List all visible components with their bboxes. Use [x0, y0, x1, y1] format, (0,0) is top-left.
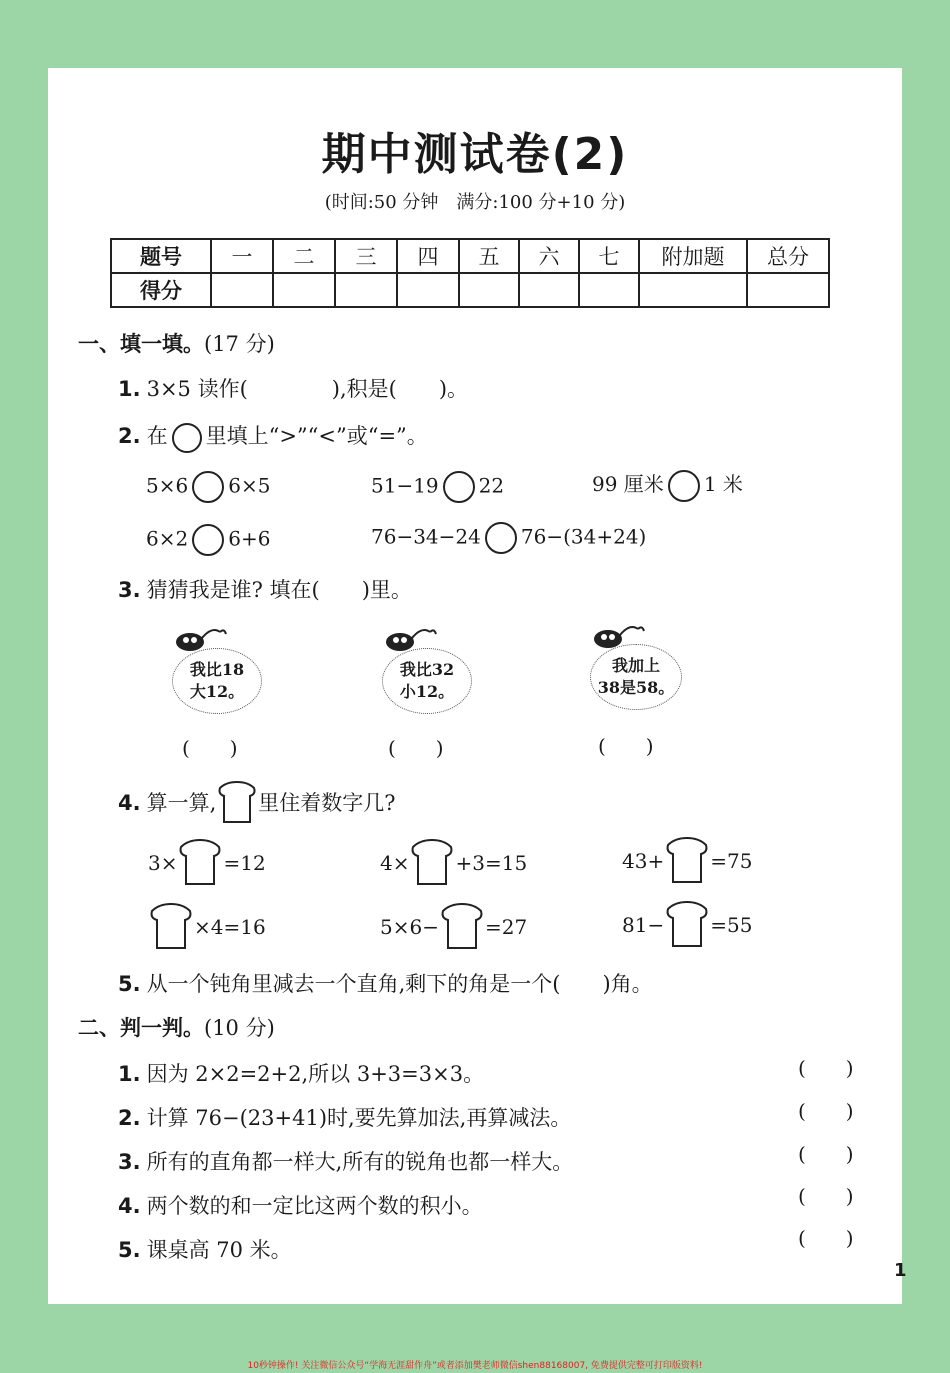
house-expression — [380, 838, 527, 891]
house-expression — [380, 902, 527, 955]
score-cell: 三 — [335, 239, 397, 273]
bubble-line: 38是58。 — [597, 678, 675, 697]
score-input-cell[interactable] — [519, 273, 579, 307]
compare-expression — [146, 524, 270, 556]
question-text: 所有的直角都一样大,所有的锐角也都一样大。 — [146, 1150, 574, 1174]
score-cell: 附加题 — [639, 239, 747, 273]
question-text: 在 — [146, 424, 168, 448]
score-input-cell[interactable] — [335, 273, 397, 307]
answer-circle[interactable] — [485, 522, 517, 554]
question-1-4 — [118, 780, 396, 829]
expr-right: 6+6 — [228, 526, 271, 551]
circle-icon — [172, 423, 202, 453]
score-cell: 一 — [211, 239, 273, 273]
expr-right: =12 — [223, 851, 266, 875]
question-number: 1. — [118, 377, 141, 401]
expr-left: 3× — [148, 851, 178, 875]
score-cell: 总分 — [747, 239, 829, 273]
judge-answer[interactable]: ( ) — [798, 1099, 854, 1123]
question-text: 猜猜我是谁? 填在( )里。 — [146, 578, 412, 602]
score-cell: 题号 — [111, 239, 211, 273]
question-text: 课桌高 70 米。 — [146, 1238, 292, 1262]
exam-paper — [48, 68, 902, 1304]
page-title: 期中测试卷(2) — [321, 129, 629, 180]
score-table-header-row — [111, 239, 829, 273]
question-number: 1. — [118, 1062, 141, 1086]
judge-item — [118, 1102, 571, 1132]
question-number: 3. — [118, 578, 141, 602]
question-number: 4. — [118, 1194, 141, 1218]
compare-expression — [146, 471, 270, 503]
score-cell: 得分 — [111, 273, 211, 307]
house-blank[interactable] — [664, 900, 710, 953]
score-cell: 四 — [397, 239, 459, 273]
house-expression — [148, 902, 266, 955]
score-table-score-row — [111, 273, 829, 307]
answer-circle[interactable] — [443, 471, 475, 503]
answer-circle[interactable] — [668, 470, 700, 502]
expr-right: 1 米 — [703, 472, 743, 496]
compare-expression — [371, 522, 646, 554]
judge-answer[interactable]: ( ) — [798, 1226, 854, 1250]
answer-circle[interactable] — [192, 471, 224, 503]
question-text: 里住着数字几? — [258, 791, 396, 815]
expr-right: 22 — [478, 473, 505, 498]
section2-heading — [78, 1012, 275, 1042]
bubble-line: 小12。 — [399, 682, 455, 701]
section2-title: 二、判一判。 — [78, 1016, 204, 1040]
expr-left: 6×2 — [146, 526, 189, 551]
score-input-cell[interactable] — [747, 273, 829, 307]
expr-right: 6×5 — [228, 473, 271, 498]
answer-parentheses[interactable]: ( ) — [388, 736, 444, 760]
answer-circle[interactable] — [192, 524, 224, 556]
answer-parentheses[interactable]: ( ) — [598, 734, 654, 758]
score-input-cell[interactable] — [579, 273, 639, 307]
expr-right: 76−(34+24) — [520, 524, 647, 549]
expr-left: 81− — [622, 913, 665, 937]
question-1-5[interactable] — [118, 968, 653, 998]
compare-expression — [371, 471, 504, 503]
score-table — [110, 238, 830, 308]
score-input-cell[interactable] — [397, 273, 459, 307]
judge-answer[interactable]: ( ) — [798, 1142, 854, 1166]
judge-item — [118, 1058, 484, 1088]
score-cell: 六 — [519, 239, 579, 273]
page-number: 1 — [894, 1260, 907, 1281]
answer-parentheses[interactable]: ( ) — [182, 736, 238, 760]
question-number: 3. — [118, 1150, 141, 1174]
expr-left: 76−34−24 — [371, 524, 481, 549]
judge-item — [118, 1234, 292, 1264]
bubble-line: 我加上 — [611, 656, 660, 675]
question-number: 2. — [118, 1106, 141, 1130]
score-input-cell[interactable] — [273, 273, 335, 307]
question-number: 5. — [118, 972, 141, 996]
expr-right: ×4=16 — [194, 915, 266, 939]
house-blank[interactable] — [664, 836, 710, 889]
bubble-line: 我比18 — [189, 660, 245, 679]
footer-note: 10秒钟操作! 关注微信公众号“学海无涯甜作舟”或者添加樊老师微信shen88168007, 免费提供完整可打印版资料! — [247, 1361, 703, 1371]
score-input-cell[interactable] — [639, 273, 747, 307]
judge-item — [118, 1190, 483, 1220]
score-cell: 五 — [459, 239, 519, 273]
section1-points: (17 分) — [204, 332, 275, 356]
expr-right: =75 — [710, 849, 753, 873]
judge-answer[interactable]: ( ) — [798, 1184, 854, 1208]
house-blank[interactable] — [409, 838, 455, 891]
section1-title: 一、填一填。 — [78, 332, 204, 356]
expr-left: 4× — [380, 851, 410, 875]
judge-answer[interactable]: ( ) — [798, 1056, 854, 1080]
question-number: 2. — [118, 424, 141, 448]
house-expression — [148, 838, 266, 891]
question-text: 因为 2×2=2+2,所以 3+3=3×3。 — [146, 1062, 485, 1086]
question-number: 4. — [118, 791, 141, 815]
house-blank[interactable] — [148, 902, 194, 955]
expr-left: 5×6 — [146, 473, 189, 498]
page-subtitle: (时间:50 分钟 满分:100 分+10 分) — [324, 192, 626, 213]
riddle-bubble — [590, 644, 682, 710]
house-blank[interactable] — [177, 838, 223, 891]
score-input-cell[interactable] — [211, 273, 273, 307]
question-1-3[interactable] — [118, 574, 412, 604]
question-text: 计算 76−(23+41)时,要先算加法,再算减法。 — [146, 1106, 572, 1130]
riddle-bubble — [382, 648, 472, 714]
expr-left: 51−19 — [371, 473, 439, 498]
expr-right: =27 — [484, 915, 528, 939]
expr-right: =55 — [710, 913, 753, 937]
house-expression — [622, 836, 752, 889]
section1-heading — [78, 328, 275, 358]
question-text: 算一算, — [146, 791, 217, 815]
expr-left: 43+ — [622, 849, 665, 873]
question-number: 5. — [118, 1238, 141, 1262]
question-text: 从一个钝角里减去一个直角,剩下的角是一个( )角。 — [146, 972, 653, 996]
expr-right: +3=15 — [455, 851, 528, 875]
question-text: 两个数的和一定比这两个数的积小。 — [146, 1194, 483, 1218]
bubble-line: 我比32 — [399, 660, 455, 679]
house-expression — [622, 900, 752, 953]
judge-item — [118, 1146, 573, 1176]
riddle-bubble — [172, 648, 262, 714]
expr-left: 5×6− — [380, 915, 439, 939]
bubble-line: 大12。 — [189, 682, 245, 701]
score-cell: 七 — [579, 239, 639, 273]
question-text: 里填上“>”“<”或“=”。 — [205, 424, 428, 448]
question-text: 3×5 读作( ),积是( )。 — [146, 377, 469, 401]
score-input-cell[interactable] — [459, 273, 519, 307]
question-1-1[interactable] — [118, 373, 468, 403]
compare-expression — [592, 468, 743, 502]
section2-points: (10 分) — [204, 1016, 275, 1040]
house-blank[interactable] — [439, 902, 485, 955]
score-cell: 二 — [273, 239, 335, 273]
house-icon — [216, 780, 258, 829]
expr-left: 99 厘米 — [592, 472, 664, 496]
question-1-2 — [118, 420, 428, 453]
